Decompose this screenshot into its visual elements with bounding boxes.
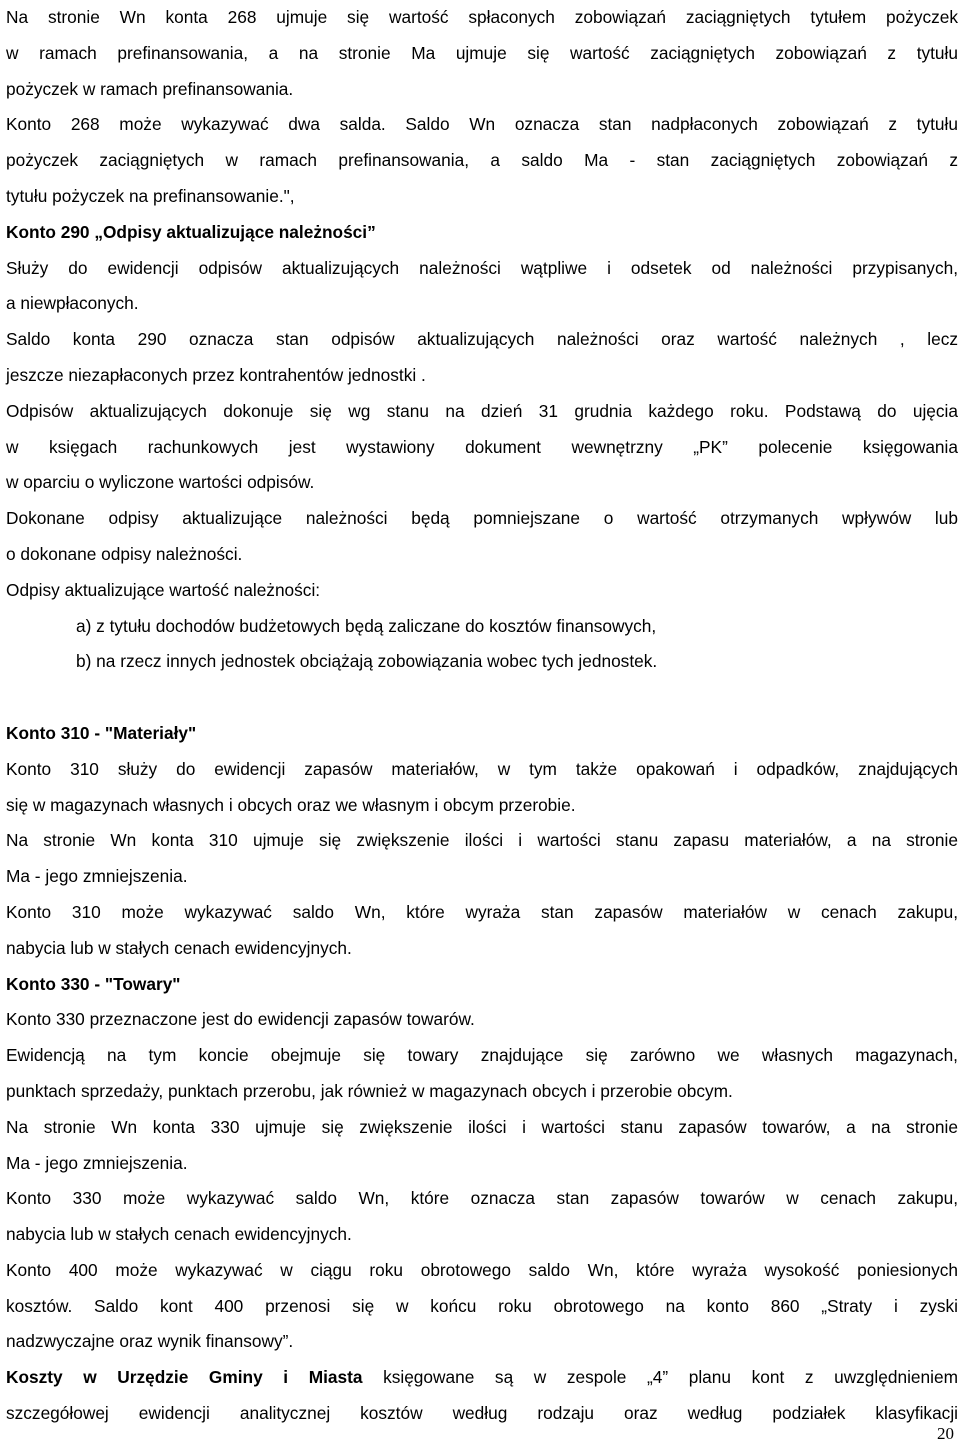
text-line: pożyczek w ramach prefinansowania. — [6, 78, 294, 99]
text-line: szczegółowej ewidencji analitycznej kosztów według rodzaju oraz według podziałek klasyfikacji — [6, 1403, 958, 1424]
section-heading: Konto 310 - "Materiały" — [6, 722, 197, 743]
section-heading: Konto 290 „Odpisy aktualizujące należności” — [6, 221, 376, 242]
list-block — [6, 609, 958, 681]
paragraph — [6, 823, 958, 895]
text-line: a niewpłaconych. — [6, 293, 139, 314]
text-line — [6, 1360, 958, 1396]
text-line: Konto 400 może wykazywać w ciągu roku obrotowego saldo Wn, które wyraża wysokość poniesionych — [6, 1259, 958, 1280]
paragraph — [6, 501, 958, 573]
paragraph — [6, 573, 958, 609]
text-line: Ma - jego zmniejszenia. — [6, 866, 188, 887]
paragraph — [6, 1360, 958, 1432]
paragraph — [6, 107, 958, 214]
paragraph — [6, 394, 958, 501]
text-run: księgowane są w zespole „4” planu kont z uwzględnieniem — [362, 1367, 959, 1388]
text-line: tytułu pożyczek na prefinansowanie.", — [6, 185, 295, 206]
text-line: w księgach rachunkowych jest wystawiony dokument wewnętrzny „PK” polecenie księgowania — [6, 436, 958, 457]
text-line: w ramach prefinansowania, a na stronie Ma ujmuje się wartość zaciągniętych zobowiązań z tytułu — [6, 42, 958, 63]
text-line: Konto 330 może wykazywać saldo Wn, które oznacza stan zapasów towarów w cenach zakupu, — [6, 1188, 958, 1209]
text-line: Konto 310 służy do ewidencji zapasów materiałów, w tym także opakowań i odpadków, znajdujących — [6, 758, 958, 779]
text-line: Na stronie Wn konta 310 ujmuje się zwiększenie ilości i wartości stanu zapasu materiałów, a na stronie — [6, 830, 958, 851]
bold-lead: Koszty w Urzędzie Gminy i Miasta — [6, 1367, 363, 1388]
text-line: Saldo konta 290 oznacza stan odpisów aktualizujących należności oraz wartość należnych , lecz — [6, 329, 958, 350]
text-line: kosztów. Saldo kont 400 przenosi się w końcu roku obrotowego na konto 860 „Straty i zyski — [6, 1295, 958, 1316]
paragraph — [6, 251, 958, 323]
paragraph — [6, 1002, 958, 1038]
text-line: o dokonane odpisy należności. — [6, 543, 243, 564]
text-line: Odpisów aktualizujących dokonuje się wg stanu na dzień 31 grudnia każdego roku. Podstawą do ujęcia — [6, 400, 958, 421]
text-line: Dokonane odpisy aktualizujące należności będą pomniejszane o wartość otrzymanych wpływów lub — [6, 508, 958, 529]
text-line: Służy do ewidencji odpisów aktualizujących należności wątpliwe i odsetek od należności przypisanych, — [6, 257, 958, 278]
paragraph — [6, 1253, 958, 1360]
paragraph — [6, 0, 958, 107]
page-number: 20 — [937, 1424, 954, 1443]
text-line: nabycia lub w stałych cenach ewidencyjnych. — [6, 1224, 352, 1245]
document-page — [6, 0, 958, 1432]
text-line: się w magazynach własnych i obcych oraz we własnym i obcym przerobie. — [6, 794, 576, 815]
paragraph — [6, 1181, 958, 1253]
text-line: Na stronie Wn konta 330 ujmuje się zwiększenie ilości i wartości stanu zapasów towarów, a na stronie — [6, 1116, 958, 1137]
text-line: jeszcze niezapłaconych przez kontrahentów jednostki . — [6, 364, 426, 385]
paragraph — [6, 1038, 958, 1110]
text-line: w oparciu o wyliczone wartości odpisów. — [6, 472, 315, 493]
text-line: Odpisy aktualizujące wartość należności: — [6, 579, 321, 600]
paragraph — [6, 1110, 958, 1182]
paragraph — [6, 895, 958, 967]
text-line: Konto 268 może wykazywać dwa salda. Saldo Wn oznacza stan nadpłaconych zobowiązań z tytułu — [6, 114, 958, 135]
text-line: punktach sprzedaży, punktach przerobu, jak również w magazynach obcych i przerobie obcym. — [6, 1080, 733, 1101]
section-heading: Konto 330 - "Towary" — [6, 973, 181, 994]
text-line: Ma - jego zmniejszenia. — [6, 1152, 188, 1173]
paragraph — [6, 322, 958, 394]
text-line: Ewidencją na tym koncie obejmuje się towary znajdujące się zarówno we własnych magazynach, — [6, 1045, 958, 1066]
text-line: pożyczek zaciągniętych w ramach prefinansowania, a saldo Ma - stan zaciągniętych zobowiązań z — [6, 150, 958, 171]
paragraph-gap — [6, 680, 958, 716]
list-item: b) na rzecz innych jednostek obciążają zobowiązania wobec tych jednostek. — [76, 651, 658, 672]
text-line: Konto 310 może wykazywać saldo Wn, które wyraża stan zapasów materiałów w cenach zakupu, — [6, 901, 958, 922]
list-item: a) z tytułu dochodów budżetowych będą zaliczane do kosztów finansowych, — [76, 615, 657, 636]
paragraph — [6, 752, 958, 824]
text-line: Na stronie Wn konta 268 ujmuje się wartość spłaconych zobowiązań zaciągniętych tytułem pożyczek — [6, 7, 958, 27]
text-line: nadzwyczajne oraz wynik finansowy”. — [6, 1331, 294, 1352]
text-line: nabycia lub w stałych cenach ewidencyjnych. — [6, 937, 352, 958]
text-line: Konto 330 przeznaczone jest do ewidencji zapasów towarów. — [6, 1009, 475, 1030]
